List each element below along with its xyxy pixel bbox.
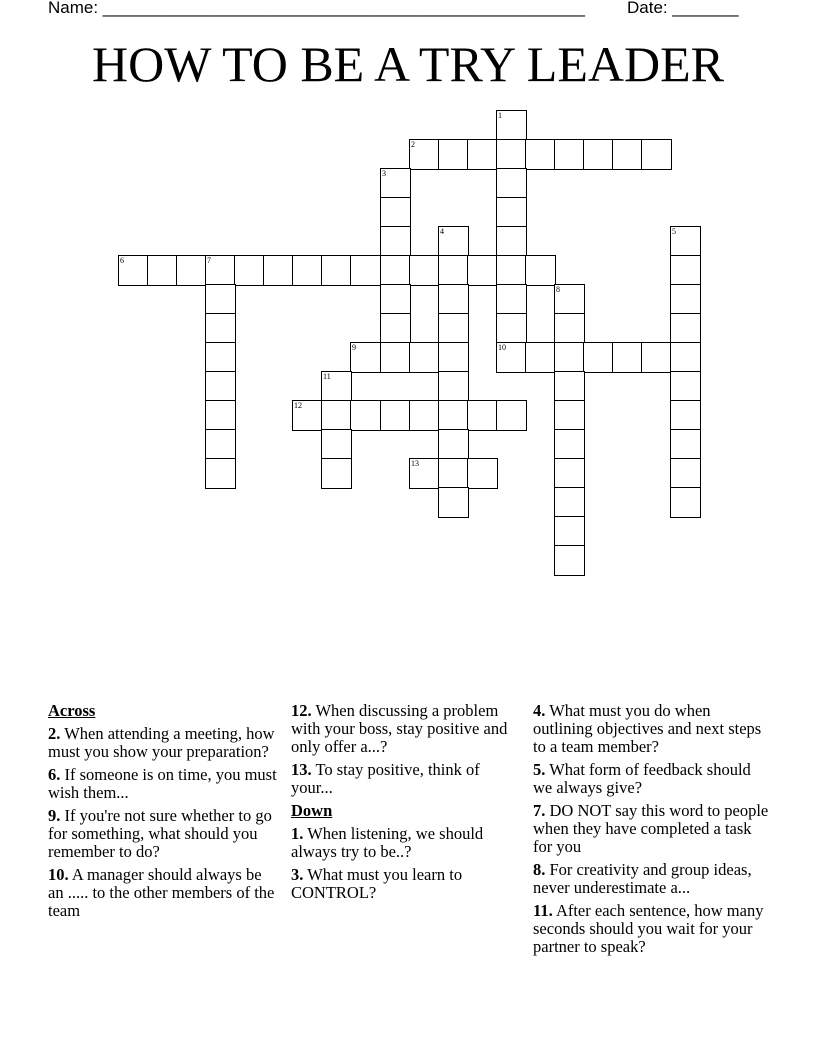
crossword-cell[interactable]	[380, 342, 411, 373]
crossword-cell[interactable]	[205, 400, 236, 431]
clue-column-3	[533, 702, 773, 961]
cell-number-12: 12	[294, 401, 302, 410]
crossword-cell[interactable]	[380, 226, 411, 257]
cell-number-11: 11	[323, 372, 331, 381]
crossword-cell[interactable]	[554, 458, 585, 489]
crossword-cell[interactable]	[409, 255, 440, 286]
crossword-cell[interactable]	[467, 255, 498, 286]
crossword-cell[interactable]	[467, 458, 498, 489]
crossword-cell[interactable]	[321, 429, 352, 460]
crossword-cell[interactable]	[670, 400, 701, 431]
crossword-cell[interactable]	[176, 255, 207, 286]
clue-text: A manager should always be an ..... to the other members of the team	[48, 865, 275, 920]
clue-number: 8.	[533, 860, 546, 879]
down-clue-1	[291, 825, 516, 861]
clue-number: 2.	[48, 724, 61, 743]
crossword-cell[interactable]	[525, 139, 556, 170]
crossword-cell[interactable]	[554, 400, 585, 431]
crossword-cell[interactable]	[641, 342, 672, 373]
clue-number: 12.	[291, 701, 312, 720]
cell-number-13: 13	[411, 459, 419, 468]
clue-number: 10.	[48, 865, 69, 884]
crossword-cell[interactable]	[380, 255, 411, 286]
across-clue-2	[48, 725, 280, 761]
crossword-cell[interactable]	[234, 255, 265, 286]
across-clue-10	[48, 866, 280, 920]
crossword-cell[interactable]	[350, 400, 381, 431]
crossword-cell[interactable]	[205, 371, 236, 402]
crossword-cell[interactable]	[670, 255, 701, 286]
crossword-cell[interactable]	[438, 429, 469, 460]
clue-number: 4.	[533, 701, 546, 720]
clue-text: What form of feedback should we always give?	[533, 760, 751, 797]
clue-text: When discussing a problem with your boss, stay positive and only offer a...?	[291, 701, 508, 756]
crossword-cell[interactable]	[147, 255, 178, 286]
crossword-cell[interactable]	[321, 400, 352, 431]
crossword-cell[interactable]	[380, 313, 411, 344]
crossword-cell[interactable]	[554, 516, 585, 547]
crossword-cell[interactable]	[670, 371, 701, 402]
down-clue-5	[533, 761, 773, 797]
clue-text: If you're not sure whether to go for something, what should you remember to do?	[48, 806, 272, 861]
crossword-cell[interactable]	[670, 487, 701, 518]
crossword-cell[interactable]	[205, 284, 236, 315]
cell-number-8: 8	[556, 285, 560, 294]
clue-number: 9.	[48, 806, 61, 825]
crossword-cell[interactable]	[554, 545, 585, 576]
crossword-cell[interactable]	[438, 139, 469, 170]
clue-text: What must you learn to CONTROL?	[291, 865, 463, 902]
page-title: HOW TO BE A TRY LEADER	[91, 36, 724, 92]
clue-text: When listening, we should always try to be..?	[291, 824, 484, 861]
across-clue-13	[291, 761, 516, 797]
crossword-cell[interactable]	[205, 458, 236, 489]
clue-number: 11.	[533, 901, 553, 920]
cell-number-10: 10	[498, 343, 506, 352]
crossword-cell[interactable]	[612, 139, 643, 170]
crossword-cell[interactable]	[321, 458, 352, 489]
crossword-cell[interactable]	[612, 342, 643, 373]
crossword-cell[interactable]	[583, 139, 614, 170]
crossword-cell[interactable]	[641, 139, 672, 170]
crossword-cell[interactable]	[670, 429, 701, 460]
crossword-cell[interactable]	[380, 400, 411, 431]
across-clue-9	[48, 807, 280, 861]
crossword-cell[interactable]	[380, 284, 411, 315]
crossword-cell[interactable]	[438, 255, 469, 286]
clue-text: After each sentence, how many seconds should you wait for your partner to speak?	[533, 901, 764, 956]
down-heading: Down	[291, 801, 333, 820]
cell-number-3: 3	[382, 169, 386, 178]
crossword-cell[interactable]	[525, 255, 556, 286]
down-clue-3	[291, 866, 516, 902]
crossword-cell[interactable]	[409, 342, 440, 373]
crossword-cell[interactable]	[670, 284, 701, 315]
crossword-cell[interactable]	[438, 458, 469, 489]
crossword-cell[interactable]	[205, 313, 236, 344]
crossword-cell[interactable]	[438, 400, 469, 431]
crossword-cell[interactable]	[292, 255, 323, 286]
down-clue-7	[533, 802, 773, 856]
crossword-cell[interactable]	[438, 342, 469, 373]
clue-text: DO NOT say this word to people when they have completed a task for you	[533, 801, 769, 856]
clue-number: 13.	[291, 760, 312, 779]
crossword-cell[interactable]	[583, 342, 614, 373]
crossword-cell[interactable]	[525, 342, 556, 373]
cell-number-5: 5	[672, 227, 676, 236]
clue-number: 3.	[291, 865, 304, 884]
down-clue-11	[533, 902, 773, 956]
crossword-cell[interactable]	[554, 342, 585, 373]
crossword-cell[interactable]	[205, 429, 236, 460]
clue-number: 7.	[533, 801, 546, 820]
crossword-cell[interactable]	[438, 284, 469, 315]
crossword-cell[interactable]	[496, 400, 527, 431]
down-clue-4	[533, 702, 773, 756]
crossword-cell[interactable]	[496, 168, 527, 199]
date-field-label: Date: _______	[627, 0, 739, 17]
crossword-cell[interactable]	[554, 487, 585, 518]
cell-number-7: 7	[207, 256, 211, 265]
cell-number-9: 9	[352, 343, 356, 352]
crossword-cell[interactable]	[409, 400, 440, 431]
clue-text: For creativity and group ideas, never underestimate a...	[533, 860, 752, 897]
crossword-cell[interactable]	[321, 255, 352, 286]
crossword-cell[interactable]	[670, 458, 701, 489]
crossword-cell[interactable]	[205, 342, 236, 373]
crossword-cell[interactable]	[554, 139, 585, 170]
crossword-cell[interactable]	[438, 313, 469, 344]
clue-number: 5.	[533, 760, 546, 779]
crossword-cell[interactable]	[496, 313, 527, 344]
clue-column-1	[48, 702, 280, 925]
crossword-cell[interactable]	[496, 284, 527, 315]
name-field-label: Name: ___________________________________________________	[48, 0, 585, 17]
crossword-cell[interactable]	[350, 255, 381, 286]
cell-number-6: 6	[120, 256, 124, 265]
clue-text: If someone is on time, you must wish them...	[48, 765, 277, 802]
crossword-cell[interactable]	[554, 429, 585, 460]
crossword-cell[interactable]	[496, 139, 527, 170]
crossword-cell[interactable]	[496, 255, 527, 286]
crossword-cell[interactable]	[467, 139, 498, 170]
crossword-cell[interactable]	[554, 313, 585, 344]
across-clue-12	[291, 702, 516, 756]
down-clue-8	[533, 861, 773, 897]
cell-number-4: 4	[440, 227, 444, 236]
clue-text: What must you do when outlining objectives and next steps to a team member?	[533, 701, 762, 756]
crossword-cell[interactable]	[263, 255, 294, 286]
cell-number-1: 1	[498, 111, 502, 120]
across-clue-6	[48, 766, 280, 802]
clue-column-2	[291, 702, 516, 907]
clue-text: When attending a meeting, how must you show your preparation?	[48, 724, 275, 761]
cell-number-2: 2	[411, 140, 415, 149]
crossword-cell[interactable]	[438, 487, 469, 518]
crossword-cell[interactable]	[380, 197, 411, 228]
clue-number: 6.	[48, 765, 61, 784]
crossword-cell[interactable]	[496, 197, 527, 228]
crossword-cell[interactable]	[496, 226, 527, 257]
crossword-cell[interactable]	[670, 313, 701, 344]
crossword-cell[interactable]	[438, 371, 469, 402]
clue-number: 1.	[291, 824, 304, 843]
crossword-cell[interactable]	[554, 371, 585, 402]
across-heading: Across	[48, 701, 96, 720]
crossword-cell[interactable]	[670, 342, 701, 373]
crossword-cell[interactable]	[467, 400, 498, 431]
clue-text: To stay positive, think of your...	[291, 760, 480, 797]
